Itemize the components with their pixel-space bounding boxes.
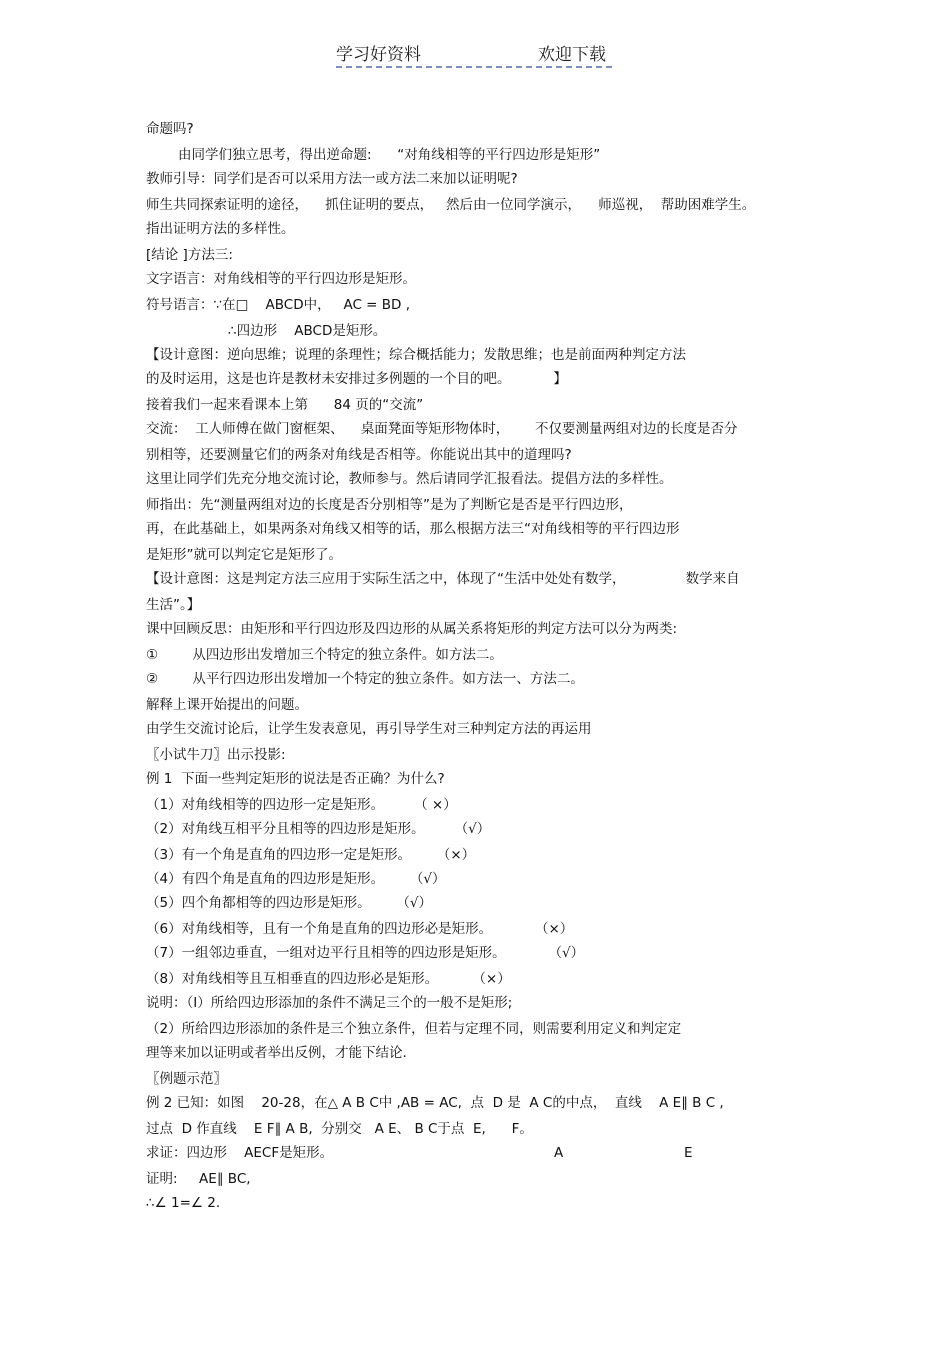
figure-label-a: A (554, 1145, 564, 1161)
text-line: 命题吗? (146, 121, 194, 137)
text-line: 符号语言：∵在□ ABCD中， AC = BD , (146, 297, 411, 313)
text-line: （1）对角线相等的四边形一定是矩形。 （ ×） (146, 797, 457, 813)
text-line: （4）有四个角是直角的四边形是矩形。 （√） (146, 871, 446, 887)
text-line: [结论 ]方法三: (146, 247, 233, 263)
text-line: 〖例题示范〗 (146, 1071, 227, 1087)
text-line: 【设计意图：逆向思维；说理的条理性；综合概括能力；发散思维；也是前面两种判定方法 (146, 347, 686, 363)
text-line: 解释上课开始提出的问题。 (146, 697, 308, 713)
text-line: 交流： 工人师傅在做门窗框架、 桌面凳面等矩形物体时， 不仅要测量两组对边的长度是否分 (146, 421, 738, 437)
text-line: 生活”。】 (146, 597, 201, 613)
text-line: 【设计意图：这是判定方法三应用于实际生活之中，体现了“生活中处处有数学， 数学来自 (146, 571, 740, 587)
text-line: （5）四个角都相等的四边形是矩形。 （√） (146, 895, 432, 911)
header-left-text: 学习好资料 (336, 45, 421, 65)
text-line: 师生共同探索证明的途径， 抓住证明的要点， 然后由一位同学演示， 师巡视， 帮助困难学生。 (146, 197, 756, 213)
text-line: 证明: AE∥ BC, (146, 1171, 251, 1187)
text-line: 指出证明方法的多样性。 (146, 221, 295, 237)
text-line: （6）对角线相等，且有一个角是直角的四边形必是矩形。 （×） (146, 921, 574, 937)
text-line: （2）所给四边形添加的条件是三个独立条件，但若与定理不同，则需要利用定义和判定定 (146, 1021, 682, 1037)
text-line: 接着我们一起来看课本上第 84 页的“交流” (146, 397, 424, 413)
text-line: ∴∠ 1=∠ 2. (146, 1195, 221, 1211)
text-line: 例 1 下面一些判定矩形的说法是否正确？为什么? (146, 771, 445, 787)
text-line: 例 2 已知：如图 20-28，在△ A B C中 ,AB = AC, 点 D 是 A C的中点， 直线 A E∥ B C , (146, 1095, 724, 1111)
text-line: 求证：四边形 AECF是矩形。 (146, 1145, 334, 1161)
text-line: 是矩形”就可以判定它是矩形了。 (146, 547, 342, 563)
text-line: （7）一组邻边垂直，一组对边平行且相等的四边形是矩形。 （√） (146, 945, 585, 961)
text-line: ∴四边形 ABCD是矩形。 (228, 323, 387, 339)
text-line: 课中回顾反思：由矩形和平行四边形及四边形的从属关系将矩形的判定方法可以分为两类: (146, 621, 678, 637)
text-line: 由同学们独立思考，得出逆命题: “对角线相等的平行四边形是矩形” (178, 147, 601, 163)
text-line: 这里让同学们先充分地交流讨论，教师参与。然后请同学汇报看法。提倡方法的多样性。 (146, 471, 673, 487)
text-line: 说明：（I）所给四边形添加的条件不满足三个的一般不是矩形; (146, 995, 513, 1011)
text-line: 教师引导：同学们是否可以采用方法一或方法二来加以证明呢? (146, 171, 518, 187)
text-line: 师指出：先“测量两组对边的长度是否分别相等”是为了判断它是否是平行四边形， (146, 497, 633, 513)
page-header (336, 38, 612, 68)
text-line: 别相等，还要测量它们的两条对角线是否相等。你能说出其中的道理吗? (146, 447, 572, 463)
text-line: （3）有一个角是直角的四边形一定是矩形。 （×） (146, 847, 476, 863)
text-line: （8）对角线相等且互相垂直的四边形必是矩形。 （×） (146, 971, 511, 987)
text-line: 的及时运用，这是也许是教材未安排过多例题的一个目的吧。 】 (146, 371, 567, 387)
text-line: ② 从平行四边形出发增加一个特定的独立条件。如方法一、方法二。 (146, 671, 584, 687)
header-right-text: 欢迎下载 (538, 45, 606, 65)
text-line: ① 从四边形出发增加三个特定的独立条件。如方法二。 (146, 647, 503, 663)
text-line: （2）对角线互相平分且相等的四边形是矩形。 （√） (146, 821, 491, 837)
text-line: 再，在此基础上，如果两条对角线又相等的话，那么根据方法三“对角线相等的平行四边形 (146, 521, 680, 537)
figure-label-e: E (684, 1145, 693, 1161)
text-line: 过点 D 作直线 E F∥ A B, 分别交 A E、 B C于点 E, F。 (146, 1121, 533, 1137)
text-line: 理等来加以证明或者举出反例，才能下结论. (146, 1045, 407, 1061)
text-line: 〖小试牛刀〗出示投影: (146, 747, 286, 763)
text-line: 由学生交流讨论后，让学生发表意见，再引导学生对三种判定方法的再运用 (146, 721, 592, 737)
text-line: 文字语言：对角线相等的平行四边形是矩形。 (146, 271, 416, 287)
